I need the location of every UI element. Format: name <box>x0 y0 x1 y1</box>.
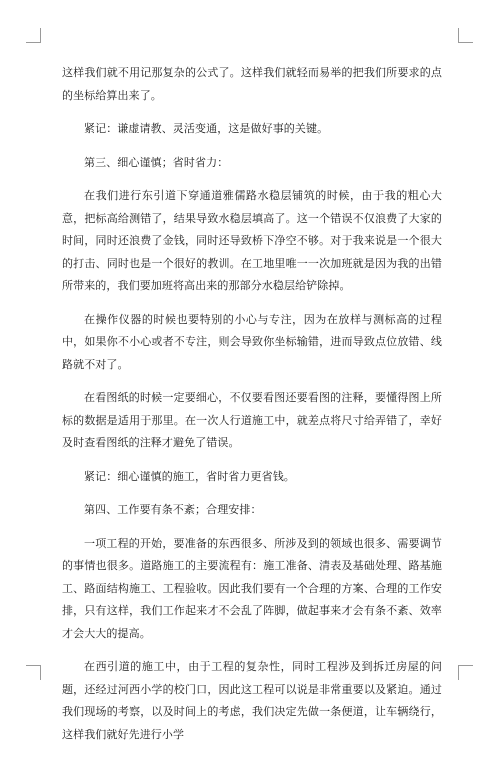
crop-mark-bottom-left <box>26 665 41 680</box>
paragraph: 在操作仪器的时候也要特别的小心与专注，因为在放样与测标高的过程中，如果你不小心或者不专注，则会导致你坐标输错，进而导致点位放错、线路就不对了。 <box>62 312 442 371</box>
paragraph: 在看图纸的时候一定要细心，不仅要看图还要看图的注释，要懂得图上所标的数据是适用于那里。在一次人行道施工中，就差点将尺寸给弄错了，幸好及时查看图纸的注释才避免了错误。 <box>62 391 442 449</box>
section-heading: 第四、工作要有条不紊；合理安排： <box>84 503 262 516</box>
crop-mark-top-right <box>458 28 473 43</box>
section-heading: 第三、细心谨慎；省时省力： <box>84 155 229 169</box>
crop-mark-top-left <box>26 28 41 43</box>
paragraph: 在西引道的施工中，由于工程的复杂性，同时工程涉及到拆迁房屋的问题，还经过河西小学的校门口，因此这工程可以说是非常重要以及紧迫。通过我们现场的考察，以及时间上的考虑，我们决定先做一条便道，让车辆绕行，这样我们就好先进行小学 <box>62 660 442 741</box>
paragraph-motto: 紧记：细心谨慎的施工，省时省力更省钱。 <box>84 469 295 483</box>
paragraph-motto: 紧记：谦虚请教、灵活变通，这是做好事的关键。 <box>84 122 329 135</box>
paragraph: 这样我们就不用记那复杂的公式了。这样我们就轻而易举的把我们所要求的点的坐标给算出来了。 <box>62 66 442 102</box>
paragraph: 在我们进行东引道下穿通道雅儒路水稳层铺筑的时候，由于我的粗心大意，把标高给测错了，结果导致水稳层填高了。这一个错误不仅浪费了大家的时间，同时还浪费了金钱，同时还导致桥下净空不够。对于我来说是一个很大的打击、同时也是一个很好的教训。在工地里唯一一次加班就是因为我的出错所带来的，我们要加班将高出来的那部分水稳层给铲除掉。 <box>62 189 442 292</box>
paragraph: 一项工程的开始，要准备的东西很多、所涉及到的领域也很多、需要调节的事情也很多。道路施工的主要流程有：施工准备、清表及基础处理、路基施工、路面结构施工、工程验收。因此我们要有一个合理的方案、合理的工作安排，只有这样，我们工作起来才不会乱了阵脚，做起事来才会有条不紊、效率才会大大的提高。 <box>62 536 442 640</box>
document-body <box>62 62 442 757</box>
crop-mark-bottom-right <box>458 665 473 680</box>
